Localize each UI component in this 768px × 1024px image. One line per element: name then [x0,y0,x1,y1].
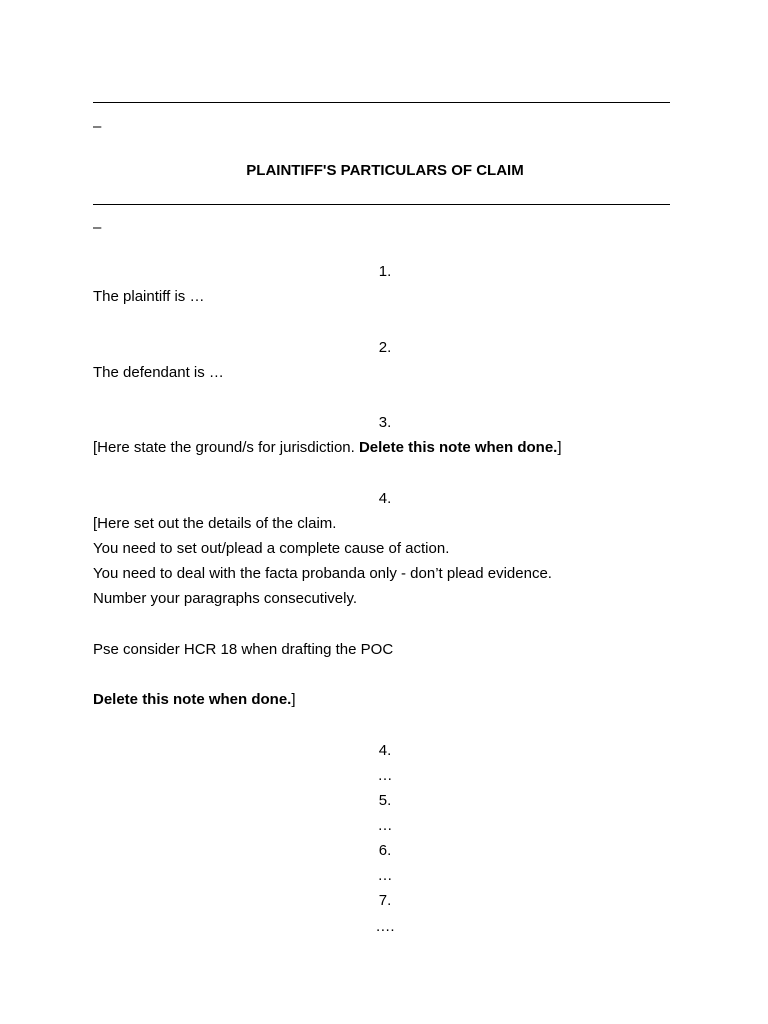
delete-note: Delete this note when done. [358,439,558,456]
closing-bracket: ] [291,691,296,708]
claim-note-line: [Here set out the details of the claim. [93,515,337,532]
delete-note: Delete this note when done. [93,691,292,708]
paragraph-ellipsis: … [377,767,393,784]
claim-note-line: Number your paragraphs consecutively. [93,590,358,607]
jurisdiction-paragraph [93,439,562,457]
claim-note-line: You need to deal with the facta probanda only - don’t plead evidence. [93,565,552,582]
horizontal-rule [93,204,670,205]
paragraph-number: 5. [378,792,392,809]
claim-note-line: You need to set out/plead a complete cause of action. [93,540,450,557]
paragraph-ellipsis: … [377,817,393,834]
paragraph-number: 4. [378,490,392,507]
jurisdiction-note: [Here state the ground/s for jurisdiction. [93,439,359,456]
plaintiff-paragraph: The plaintiff is … [93,288,205,305]
paragraph-number: 2. [378,339,392,356]
defendant-paragraph: The defendant is … [93,364,224,381]
document-title: PLAINTIFF'S PARTICULARS OF CLAIM [246,162,524,179]
paragraph-number: 4. [378,742,392,759]
paragraph-ellipsis: …. [375,918,395,935]
claim-note-line: Pse consider HCR 18 when drafting the POC [93,641,394,658]
closing-bracket: ] [557,439,562,456]
horizontal-rule [93,102,670,103]
paragraph-number: 7. [378,892,392,909]
paragraph-number: 1. [378,263,392,280]
rule-dash: – [93,219,102,236]
paragraph-number: 3. [378,414,392,431]
rule-dash: – [93,118,102,135]
paragraph-number: 6. [378,842,392,859]
paragraph-ellipsis: … [377,867,393,884]
claim-delete-note [93,691,296,709]
